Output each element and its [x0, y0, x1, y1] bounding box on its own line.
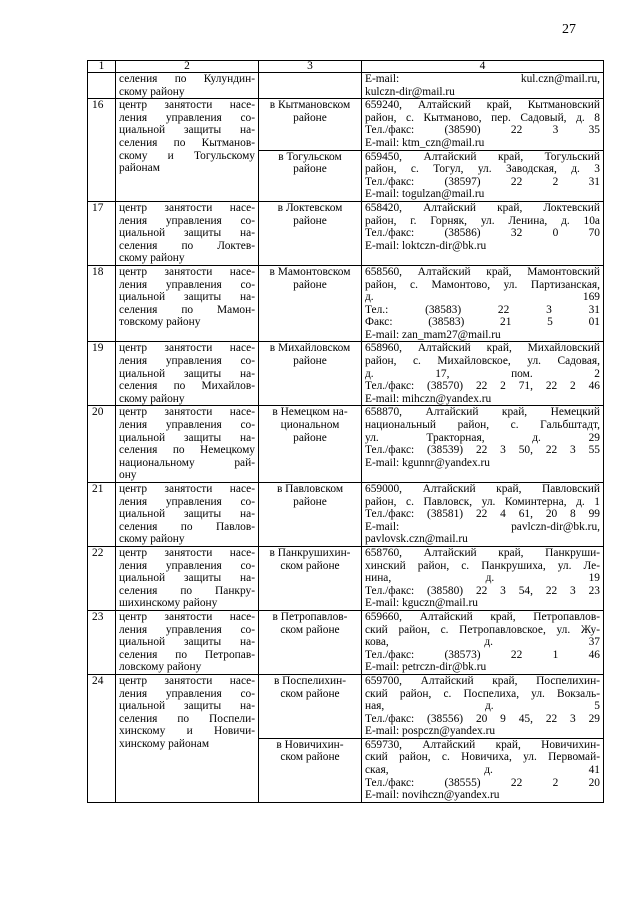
- organization-line: ловскому району: [119, 661, 202, 674]
- district-line: районе: [293, 431, 327, 444]
- table-row: [88, 406, 604, 483]
- address-line: национальный район, с. Гальбштадт,: [365, 419, 600, 432]
- address-line: E-mail: kgunnr@yandex.ru: [365, 456, 490, 469]
- organization-line: ления управления со-: [119, 495, 255, 508]
- address-line: район, с. Кытманово, пер. Садовый, д. 8: [365, 111, 600, 124]
- address-line: район, с. Тогул, ул. Заводская, д. 3: [365, 163, 600, 176]
- header-col-4: 4: [362, 61, 604, 73]
- organization-line: скому району: [119, 85, 185, 98]
- organization-line: циальной защиты на-: [119, 508, 255, 521]
- district-cell: [259, 483, 362, 547]
- organization-line: циальной защиты на-: [119, 431, 255, 444]
- address-line: E-mail: zan_mam27@mail.ru: [365, 328, 501, 341]
- organization-line: ления управления со-: [119, 623, 255, 636]
- organization-line: центр занятости насе-: [119, 546, 255, 559]
- address-line: pavlovsk.czn@mail.ru: [365, 533, 468, 546]
- address-line: 658420, Алтайский край, Локтевский: [365, 201, 600, 214]
- organization-line: центр занятости насе-: [119, 342, 255, 355]
- table-row: [88, 201, 604, 265]
- address-line: 658760, Алтайский край, Панкруши-: [365, 546, 600, 559]
- address-cell: [362, 406, 604, 483]
- address-line: 659660, Алтайский край, Петропавлов-: [365, 610, 600, 623]
- address-cell: [362, 265, 604, 342]
- district-line: ском районе: [280, 559, 340, 572]
- address-line: район, с. Мамонтово, ул. Партизанская,: [365, 278, 600, 291]
- organization-cell: [116, 265, 259, 342]
- address-line: E-mail: kguczn@mail.ru: [365, 597, 478, 610]
- address-line: E-mail: mihczn@yandex.ru: [365, 392, 492, 405]
- district-line: ском районе: [280, 623, 340, 636]
- district-line: районе: [293, 278, 327, 291]
- address-line: kulczn-dir@mail.ru: [365, 85, 455, 98]
- row-number: 16: [88, 99, 116, 202]
- organization-line: скому району: [119, 252, 185, 265]
- district-cell: [259, 265, 362, 342]
- district-line: районе: [293, 355, 327, 368]
- address-line: E-mail: pavlczn-dir@bk.ru,: [365, 520, 600, 533]
- address-line: 659240, Алтайский край, Кытмановский: [365, 99, 600, 112]
- page-number: 27: [562, 22, 576, 37]
- header-col-3: 3: [259, 61, 362, 73]
- row-number: 21: [88, 483, 116, 547]
- organization-line: селения по Немецкому: [119, 444, 255, 457]
- row-number: 24: [88, 674, 116, 802]
- district-line: в Михайловском: [269, 342, 351, 355]
- address-line: Тел./факс: (38581) 22 4 61, 20 8 99: [365, 508, 600, 521]
- address-line: Тел./факс: (38586) 32 0 70: [365, 227, 600, 240]
- organization-line: шихинскому району: [119, 597, 218, 610]
- address-line: ская, д. 41: [365, 764, 600, 777]
- organization-line: товскому району: [119, 316, 201, 329]
- district-cell: [259, 201, 362, 265]
- address-line: 658560, Алтайский край, Мамонтовский: [365, 265, 600, 278]
- organization-line: ления управления со-: [119, 687, 255, 700]
- address-line: ский район, с. Новичиха, ул. Первомай-: [365, 751, 600, 764]
- organization-cell: [116, 483, 259, 547]
- address-line: E-mail: petrczn-dir@bk.ru: [365, 661, 487, 674]
- address-line: E-mail: togulzan@mail.ru: [365, 188, 485, 201]
- address-line: район, г. Горняк, ул. Ленина, д. 10а: [365, 214, 600, 227]
- district-line: районе: [293, 214, 327, 227]
- district-cell: [259, 99, 362, 150]
- address-line: Тел./факс: (38573) 22 1 46: [365, 648, 600, 661]
- organization-line: селения по Мамон-: [119, 303, 255, 316]
- organization-line: скому и Тогульскому: [119, 149, 255, 162]
- address-cell: [362, 99, 604, 150]
- address-cell: [362, 201, 604, 265]
- organization-line: центр занятости насе-: [119, 265, 255, 278]
- table-row: [88, 73, 604, 99]
- organization-line: циальной защиты на-: [119, 367, 255, 380]
- row-number: 17: [88, 201, 116, 265]
- organization-cell: [116, 546, 259, 610]
- organization-line: циальной защиты на-: [119, 227, 255, 240]
- organization-line: скому району: [119, 533, 185, 546]
- address-line: 659000, Алтайский край, Павловский: [365, 483, 600, 495]
- district-cell: [259, 674, 362, 738]
- organization-line: селения по Михайлов-: [119, 380, 255, 393]
- address-cell: [362, 73, 604, 99]
- district-line: в Новичихин-: [276, 738, 344, 751]
- address-cell: [362, 674, 604, 738]
- row-number: 20: [88, 406, 116, 483]
- address-line: район, с. Михайловское, ул. Садовая,: [365, 355, 600, 368]
- organization-cell: [116, 610, 259, 674]
- table-row: [88, 674, 604, 738]
- district-line: районе: [293, 111, 327, 124]
- address-line: хинский район, с. Панкрушиха, ул. Ле-: [365, 559, 600, 572]
- address-line: E-mail: novihczn@yandex.ru: [365, 789, 500, 802]
- employment-centers-table: [87, 60, 604, 803]
- address-line: Тел./факс: (38590) 22 3 35: [365, 124, 600, 137]
- row-number: 22: [88, 546, 116, 610]
- address-line: Тел./факс: (38539) 22 3 50, 22 3 55: [365, 444, 600, 457]
- address-line: ский район, с. Поспелиха, ул. Вокзаль-: [365, 687, 600, 700]
- address-line: Тел./факс: (38580) 22 3 54, 22 3 23: [365, 584, 600, 597]
- address-line: кова, д. 37: [365, 636, 600, 649]
- address-line: 658960, Алтайский край, Михайловский: [365, 342, 600, 355]
- organization-line: циальной защиты на-: [119, 124, 255, 137]
- district-cell: [259, 610, 362, 674]
- organization-line: центр занятости насе-: [119, 674, 255, 687]
- district-line: в Мамонтовском: [269, 265, 351, 278]
- organization-line: ления управления со-: [119, 214, 255, 227]
- organization-line: центр занятости насе-: [119, 483, 255, 495]
- district-line: в Петропавлов-: [272, 610, 348, 623]
- row-number: 18: [88, 265, 116, 342]
- district-line: в Немецком на-: [272, 406, 348, 419]
- table-header: [88, 61, 604, 73]
- district-line: районе: [293, 163, 327, 176]
- address-line: д. 169: [365, 291, 600, 304]
- organization-line: ления управления со-: [119, 355, 255, 368]
- row-number: 23: [88, 610, 116, 674]
- organization-line: национальному рай-: [119, 456, 255, 469]
- district-line: в Поспелихин-: [273, 674, 347, 687]
- organization-line: циальной защиты на-: [119, 636, 255, 649]
- table-row: [88, 265, 604, 342]
- district-line: в Кытмановском: [269, 99, 351, 112]
- organization-line: хинскому и Новичи-: [119, 725, 255, 738]
- district-cell: [259, 738, 362, 802]
- district-cell: [259, 342, 362, 406]
- table-row: [88, 342, 604, 406]
- organization-line: селения по Петропав-: [119, 648, 255, 661]
- table-row: [88, 483, 604, 547]
- organization-cell: [116, 99, 259, 202]
- organization-cell: [116, 73, 259, 99]
- district-cell: [259, 406, 362, 483]
- address-cell: [362, 546, 604, 610]
- district-cell: [259, 73, 362, 99]
- organization-line: селения по Кытманов-: [119, 136, 255, 149]
- organization-line: селения по Локтев-: [119, 239, 255, 252]
- address-line: 659700, Алтайский край, Поспелихин-: [365, 674, 600, 687]
- address-line: Тел.: (38583) 22 3 31: [365, 303, 600, 316]
- organization-line: центр занятости насе-: [119, 201, 255, 214]
- address-line: 658870, Алтайский край, Немецкий: [365, 406, 600, 419]
- address-line: 659450, Алтайский край, Тогульский: [365, 150, 600, 163]
- district-line: районе: [293, 495, 327, 508]
- district-line: циональном: [280, 419, 340, 432]
- organization-line: селения по Поспели-: [119, 712, 255, 725]
- organization-line: центр занятости насе-: [119, 610, 255, 623]
- organization-line: скому району: [119, 392, 185, 405]
- organization-cell: [116, 674, 259, 802]
- address-line: ский район, с. Петропавловское, ул. Жу-: [365, 623, 600, 636]
- table-row: [88, 610, 604, 674]
- district-cell: [259, 546, 362, 610]
- organization-line: ления управления со-: [119, 278, 255, 291]
- organization-line: районам: [119, 162, 160, 175]
- address-line: Тел./факс: (38555) 22 2 20: [365, 776, 600, 789]
- address-cell: [362, 738, 604, 802]
- district-line: в Панкрушихин-: [269, 546, 351, 559]
- organization-line: селения по Павлов-: [119, 520, 255, 533]
- organization-line: центр занятости насе-: [119, 99, 255, 112]
- organization-line: селения по Кулундин-: [119, 73, 255, 85]
- district-cell: [259, 150, 362, 201]
- organization-cell: [116, 406, 259, 483]
- row-number: 19: [88, 342, 116, 406]
- address-line: Тел./факс: (38597) 22 2 31: [365, 175, 600, 188]
- address-line: Факс: (38583) 21 5 01: [365, 316, 600, 329]
- address-line: Тел./факс: (38570) 22 2 71, 22 2 46: [365, 380, 600, 393]
- address-line: 659730, Алтайский край, Новичихин-: [365, 738, 600, 751]
- organization-line: циальной защиты на-: [119, 291, 255, 304]
- organization-line: центр занятости насе-: [119, 406, 255, 419]
- organization-line: ления управления со-: [119, 419, 255, 432]
- table-row: [88, 546, 604, 610]
- row-number: [88, 73, 116, 99]
- address-line: нина, д. 19: [365, 572, 600, 585]
- address-cell: [362, 150, 604, 201]
- organization-line: ону: [119, 469, 137, 482]
- organization-line: ления управления со-: [119, 559, 255, 572]
- header-col-2: 2: [116, 61, 259, 73]
- table-row: [88, 99, 604, 150]
- address-cell: [362, 483, 604, 547]
- district-line: в Тогульском: [278, 150, 342, 163]
- address-line: район, с. Павловск, ул. Коминтерна, д. 1: [365, 495, 600, 508]
- organization-cell: [116, 201, 259, 265]
- district-line: в Локтевском: [277, 201, 343, 214]
- address-line: E-mail: kul.czn@mail.ru,: [365, 73, 600, 85]
- organization-line: хинскому районам: [119, 737, 210, 750]
- address-line: ул. Тракторная, д. 29: [365, 431, 600, 444]
- organization-line: циальной защиты на-: [119, 572, 255, 585]
- address-line: Тел./факс: (38556) 20 9 45, 22 3 29: [365, 712, 600, 725]
- address-line: д. 17, пом. 2: [365, 367, 600, 380]
- organization-line: ления управления со-: [119, 111, 255, 124]
- address-line: ная, д. 5: [365, 700, 600, 713]
- organization-line: циальной защиты на-: [119, 700, 255, 713]
- address-cell: [362, 342, 604, 406]
- address-line: E-mail: pospczn@yandex.ru: [365, 725, 496, 738]
- organization-line: селения по Панкру-: [119, 584, 255, 597]
- district-line: ском районе: [280, 687, 340, 700]
- header-col-1: 1: [88, 61, 116, 73]
- district-line: в Павловском: [276, 483, 344, 495]
- organization-cell: [116, 342, 259, 406]
- table-body: [88, 73, 604, 803]
- address-line: E-mail: ktm_czn@mail.ru: [365, 136, 485, 149]
- address-cell: [362, 610, 604, 674]
- district-line: ском районе: [280, 751, 340, 764]
- address-line: E-mail: loktczn-dir@bk.ru: [365, 239, 487, 252]
